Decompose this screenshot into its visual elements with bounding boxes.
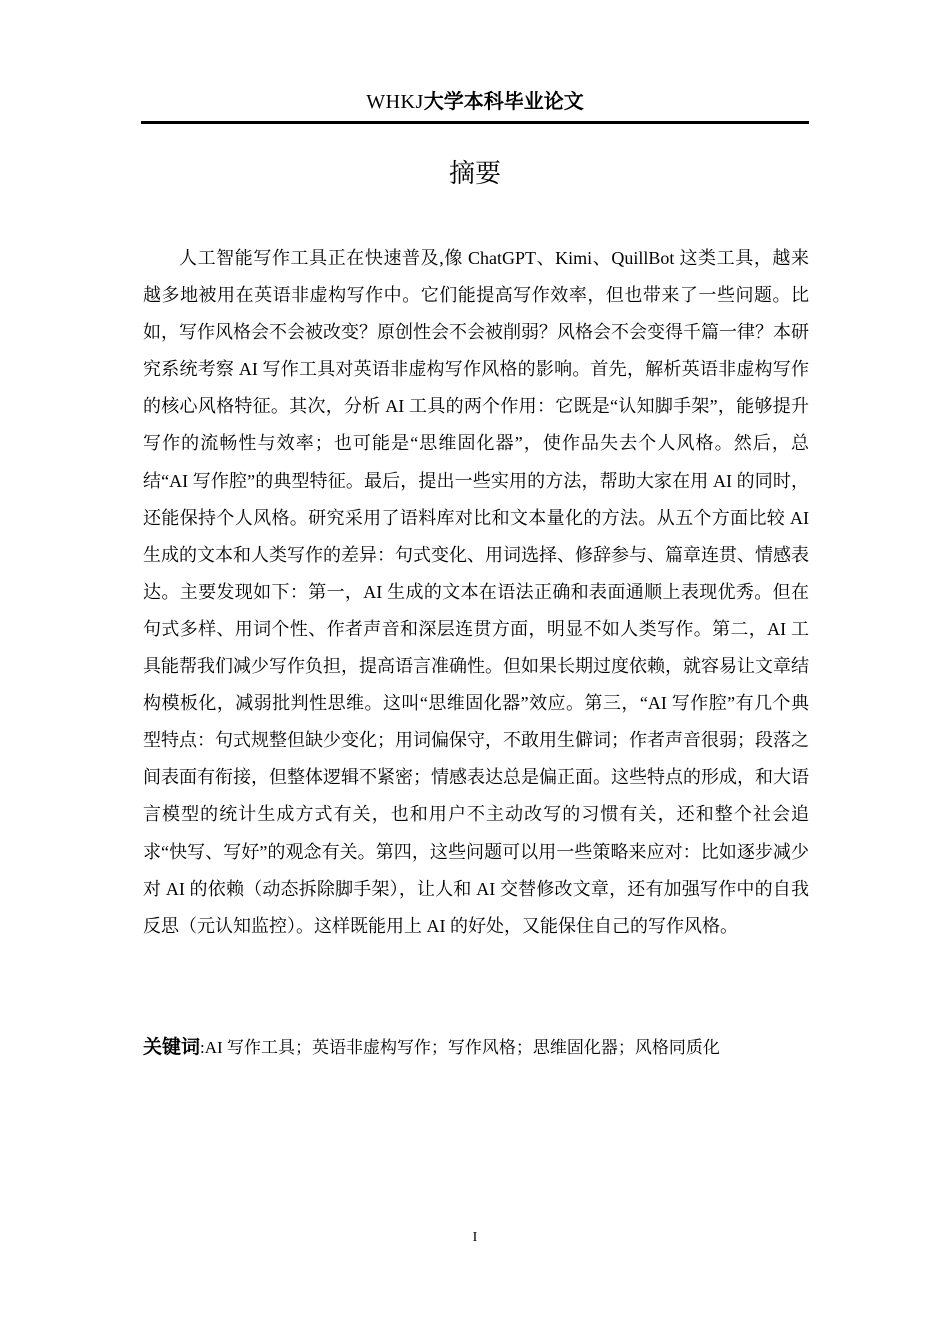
header-thesis-title: 大学本科毕业论文: [423, 89, 584, 113]
keywords-line: [143, 1029, 809, 1066]
abstract-body: 人工智能写作工具正在快速普及,像 ChatGPT、Kimi、QuillBot 这类工具，越来越多地被用在英语非虚构写作中。它们能提高写作效率，但也带来了一些问题。比如，写作风格会不会被改变？原创性会不会被削弱？风格会不会变得千篇一律？本研究系统考察 AI 写作工具对英语非虚构写作风格的影响。首先，解析英语非虚构写作的核心风格特征。其次，分析 AI 工具的两个作用：它既是“认知脚手架”，能够提升写作的流畅性与效率；也可能是“思维固化器”，使作品失去个人风格。然后，总结“AI 写作腔”的典型特征。最后，提出一些实用的方法，帮助大家在用 AI 的同时，还能保持个人风格。研究采用了语料库对比和文本量化的方法。从五个方面比较 AI 生成的文本和人类写作的差异：句式变化、用词选择、修辞参与、篇章连贯、情感表达。主要发现如下：第一，AI 生成的文本在语法正确和表面通顺上表现优秀。但在句式多样、用词个性、作者声音和深层连贯方面，明显不如人类写作。第二，AI 工具能帮我们减少写作负担，提高语言准确性。但如果长期过度依赖，就容易让文章结构模板化，减弱批判性思维。这叫“思维固化器”效应。第三，“AI 写作腔”有几个典型特点：句式规整但缺少变化；用词偏保守，不敢用生僻词；作者声音很弱；段落之间表面有衔接，但整体逻辑不紧密；情感表达总是偏正面。这些特点的形成，和大语言模型的统计生成方式有关，也和用户不主动改写的习惯有关，还和整个社会追求“快写、写好”的观念有关。第四，这些问题可以用一些策略来应对：比如逐步减少对 AI 的依赖（动态拆除脚手架），让人和 AI 交替修改文章，还有加强写作中的自我反思（元认知监控）。这样既能用上 AI 的好处，又能保住自己的写作风格。: [143, 248, 809, 936]
page-header: [141, 86, 809, 116]
keywords-text: AI 写作工具；英语非虚构写作；写作风格；思维固化器；风格同质化: [204, 1038, 720, 1057]
keywords-separator: :: [200, 1038, 205, 1057]
page-number: I: [472, 1230, 478, 1245]
header-rule: [141, 121, 809, 124]
abstract-title: 摘要: [448, 159, 501, 189]
keywords-label: 关键词: [143, 1036, 201, 1058]
header-school-code: WHKJ: [366, 91, 424, 113]
